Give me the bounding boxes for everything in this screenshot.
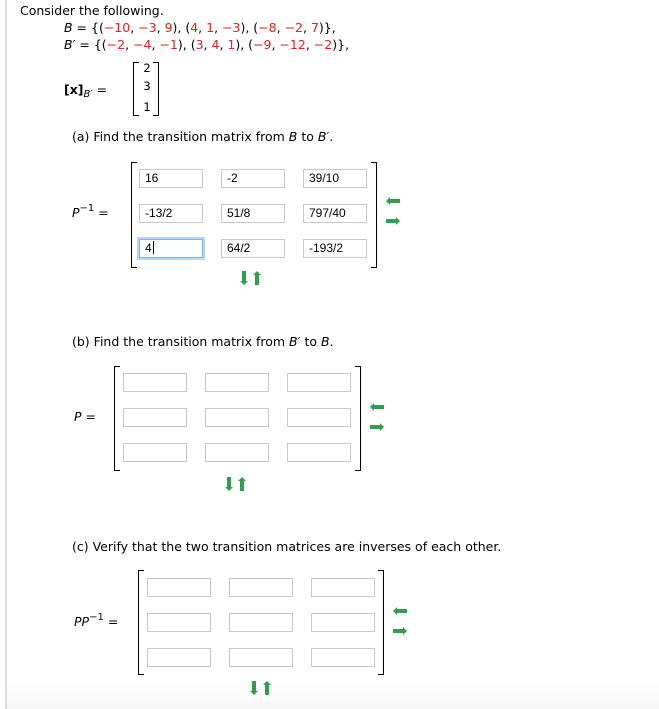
- matrix-c-cell-r3c2[interactable]: [229, 648, 293, 667]
- matrix-a-cell-r2c1[interactable]: -13/2: [139, 204, 203, 223]
- arrow-right-icon[interactable]: [386, 217, 400, 225]
- arrow-down-icon[interactable]: [240, 271, 248, 285]
- matrix-b-cell-r2c1[interactable]: [123, 408, 187, 427]
- text-caret: [153, 241, 154, 254]
- part-a-matrix-label: $P^{-1}$ =: [72, 203, 109, 220]
- matrix-c-cell-r3c1[interactable]: [147, 648, 211, 667]
- matrix-b-cell-r3c3[interactable]: [287, 443, 351, 462]
- vector-value: 2: [143, 61, 151, 75]
- coord-vector-label: $[x]_{B'}$ =: [64, 82, 108, 100]
- matrix-c-cell-r3c3[interactable]: [311, 648, 375, 667]
- matrix-b-cell-r1c2[interactable]: [205, 373, 269, 392]
- matrix-b-bracket-right: [355, 366, 361, 471]
- arrow-up-icon[interactable]: [238, 477, 246, 491]
- matrix-c-cell-r1c2[interactable]: [229, 578, 293, 597]
- matrix-b-cell-r3c1[interactable]: [123, 443, 187, 462]
- matrix-a-cell-r3c1-focused[interactable]: 4: [139, 239, 203, 258]
- matrix-a-cell-r3c2[interactable]: 64/2: [221, 239, 285, 258]
- matrix-a-cell-r1c1[interactable]: 16: [139, 169, 203, 188]
- matrix-a-cell-r2c2[interactable]: 51/8: [221, 204, 285, 223]
- matrix-b-cell-r2c3[interactable]: [287, 408, 351, 427]
- matrix-b-cell-r3c2[interactable]: [205, 443, 269, 462]
- part-a-prompt: (a) Find the transition matrix from B to B′.: [72, 129, 334, 144]
- arrow-left-icon[interactable]: [370, 403, 384, 411]
- matrix-c-cell-r2c1[interactable]: [147, 613, 211, 632]
- arrow-right-icon[interactable]: [393, 627, 407, 635]
- matrix-b-cell-r1c1[interactable]: [123, 373, 187, 392]
- matrix-b-cell-r2c2[interactable]: [205, 408, 269, 427]
- matrix-a-cell-r1c3[interactable]: 39/10: [303, 169, 367, 188]
- matrix-b-bracket-left: [114, 366, 120, 471]
- arrow-up-icon[interactable]: [253, 271, 261, 285]
- arrow-down-icon[interactable]: [250, 681, 258, 695]
- matrix-c-bracket-right: [378, 570, 384, 675]
- matrix-c-cell-r2c3[interactable]: [311, 613, 375, 632]
- part-b-prompt: (b) Find the transition matrix from B′ to B.: [72, 334, 334, 349]
- part-c-prompt: (c) Verify that the two transition matrices are inverses of each other.: [72, 539, 502, 554]
- bottom-fade: [7, 680, 659, 709]
- matrix-a-cell-r2c3[interactable]: 797/40: [303, 204, 367, 223]
- vector-value: 1: [143, 100, 151, 114]
- set-b-prime: B′ = {(−2, −4, −1), (3, 4, 1), (−9, −12, −2)},: [64, 37, 350, 52]
- matrix-a-cell-r1c2[interactable]: -2: [221, 169, 285, 188]
- arrow-up-icon[interactable]: [263, 681, 271, 695]
- arrow-left-icon[interactable]: [386, 197, 400, 205]
- matrix-c-cell-r2c2[interactable]: [229, 613, 293, 632]
- matrix-c-bracket-left: [138, 570, 144, 675]
- arrow-right-icon[interactable]: [370, 423, 384, 431]
- intro-text: Consider the following.: [20, 3, 164, 18]
- vector-value: 3: [143, 79, 151, 93]
- arrow-left-icon[interactable]: [393, 607, 407, 615]
- matrix-c-cell-r1c1[interactable]: [147, 578, 211, 597]
- page-left-border: [5, 0, 7, 709]
- part-c-matrix-label: $PP^{-1}$ =: [74, 612, 119, 629]
- arrow-down-icon[interactable]: [225, 477, 233, 491]
- set-b: B = {(−10, −3, 9), (4, 1, −3), (−8, −2, 7)},: [64, 20, 336, 35]
- matrix-c-cell-r1c3[interactable]: [311, 578, 375, 597]
- matrix-a-cell-r3c3[interactable]: -193/2: [303, 239, 367, 258]
- matrix-a-bracket-right: [371, 162, 377, 268]
- part-b-matrix-label: P =: [74, 409, 97, 424]
- matrix-a-bracket-left: [131, 162, 137, 268]
- matrix-b-cell-r1c3[interactable]: [287, 373, 351, 392]
